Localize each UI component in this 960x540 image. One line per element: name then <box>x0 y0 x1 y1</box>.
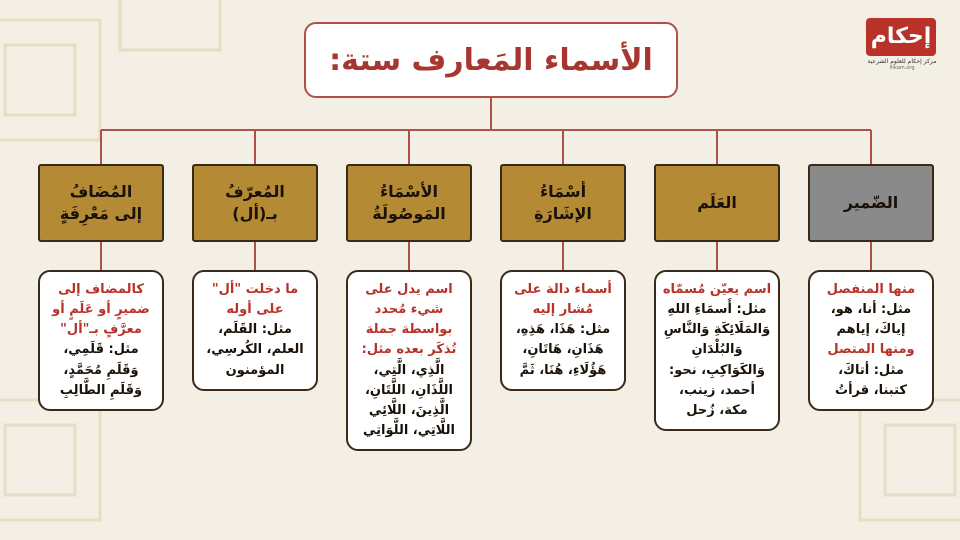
card-line: مثل: هَذَا، هَذِهِ، <box>515 322 611 338</box>
card-line: وَقَلَمِ الطَّالِبِ <box>59 382 143 398</box>
card-line: على أوله <box>226 302 284 318</box>
card-line: معرَّفٍ بـ"أل" <box>60 322 142 338</box>
card-line: ما دخلت "أل" <box>211 282 299 297</box>
category-label <box>372 181 445 226</box>
card-relative <box>346 270 472 451</box>
category-label-line: المُضَافُ <box>69 181 133 201</box>
category-construct <box>38 164 164 242</box>
category-label-line: العَلَم <box>697 192 737 212</box>
category-label-line: الإشَارَةِ <box>534 204 592 223</box>
diagram-title-text: الأسماء المَعارف ستة: <box>329 42 653 78</box>
card-definite-al <box>192 270 318 391</box>
card-line: وَالمَلَائِكَةِ وَالنَّاسِ <box>663 322 771 338</box>
card-line: مثل: قَلَمِي، <box>63 342 139 358</box>
card-line: مكة، زُحل <box>686 402 748 418</box>
card-line: كالمضاف إلى <box>58 282 144 297</box>
card-line: بواسطة جملة <box>365 322 453 338</box>
card-line: شيء مُحدد <box>374 302 444 318</box>
category-label-line: أسْمَاءُ <box>539 181 587 201</box>
category-label <box>697 192 737 214</box>
logo <box>866 18 938 78</box>
card-line: كتبنا، قرأتُ <box>835 382 907 398</box>
card-line: مثل: أتاكَ، <box>838 362 904 378</box>
card-line: اللَّذَانِ، اللَّتَانِ، <box>364 382 454 398</box>
card-line: مثل: أَسمَاءِ اللهِ <box>667 302 767 318</box>
card-demonstrative <box>500 270 626 391</box>
card-line: اسم يدل على <box>365 282 453 297</box>
card-line: إياكَ، إياهم <box>836 322 906 338</box>
card-line: وَقَلَمِ مُحَمَّدٍ، <box>63 362 139 378</box>
category-label <box>534 181 592 226</box>
card-pronoun <box>808 270 934 411</box>
category-demonstrative <box>500 164 626 242</box>
card-line: وَالكَوَاكِبِ، نحو: <box>669 362 765 378</box>
card-proper-noun <box>654 270 780 431</box>
card-construct <box>38 270 164 411</box>
card-line: هَؤُلَاءِ، هُنَا، ثَمَّ <box>519 362 607 378</box>
card-line: هَذَانِ، هَاتَانِ، <box>522 342 604 358</box>
card-line: أحمد، زينب، <box>679 382 755 398</box>
card-line: وَالبُلْدَانِ <box>691 342 743 358</box>
card-line: منها المنفصل <box>826 282 916 297</box>
logo-mark: إحكام <box>866 18 936 56</box>
category-label-line: المُعرّفُ <box>225 181 285 201</box>
category-label <box>60 181 142 226</box>
category-label-line: المَوصُولَةُ <box>372 204 446 223</box>
card-line: العلم، الكُرسِي، <box>206 342 304 358</box>
card-line: اسم يعيّن مُسمّاه <box>662 282 772 297</box>
category-label-line: بـ(أل) <box>232 204 278 223</box>
card-line: أسماء دالة على <box>514 282 612 297</box>
category-label-line: إلى مَعْرِفَةٍ <box>59 204 143 223</box>
card-line: الَّذِي، الَّتِي، <box>373 362 445 378</box>
category-label <box>844 192 898 214</box>
category-pronoun <box>808 164 934 242</box>
card-line: مثل: أنا، هو، <box>830 302 912 318</box>
logo-subtitle: مركز إحكام للعلوم الشرعية <box>867 58 937 65</box>
logo-tagline: ihkam.org <box>889 65 915 71</box>
card-line: مُشار إليه <box>532 302 594 318</box>
card-line: اللَّاتِي، اللَّوَاتِي <box>363 422 455 438</box>
category-label-line: الأسْمَاءُ <box>379 181 439 201</box>
card-line: تُذكَر بعده مثل: <box>361 342 457 358</box>
diagram-title <box>304 22 678 98</box>
category-definite-al <box>192 164 318 242</box>
card-line: مثل: القَلَم، <box>218 322 292 338</box>
category-label <box>225 181 285 226</box>
card-line: ضميرٍ أو عَلَمٍ أو <box>52 302 150 318</box>
category-proper-noun <box>654 164 780 242</box>
card-line: ومنها المتصل <box>827 342 915 358</box>
card-line: الَّذِينَ، اللَّائِي <box>368 402 450 418</box>
category-relative <box>346 164 472 242</box>
card-line: المؤمنون <box>225 362 285 378</box>
category-label-line: الضّمير <box>843 192 899 212</box>
